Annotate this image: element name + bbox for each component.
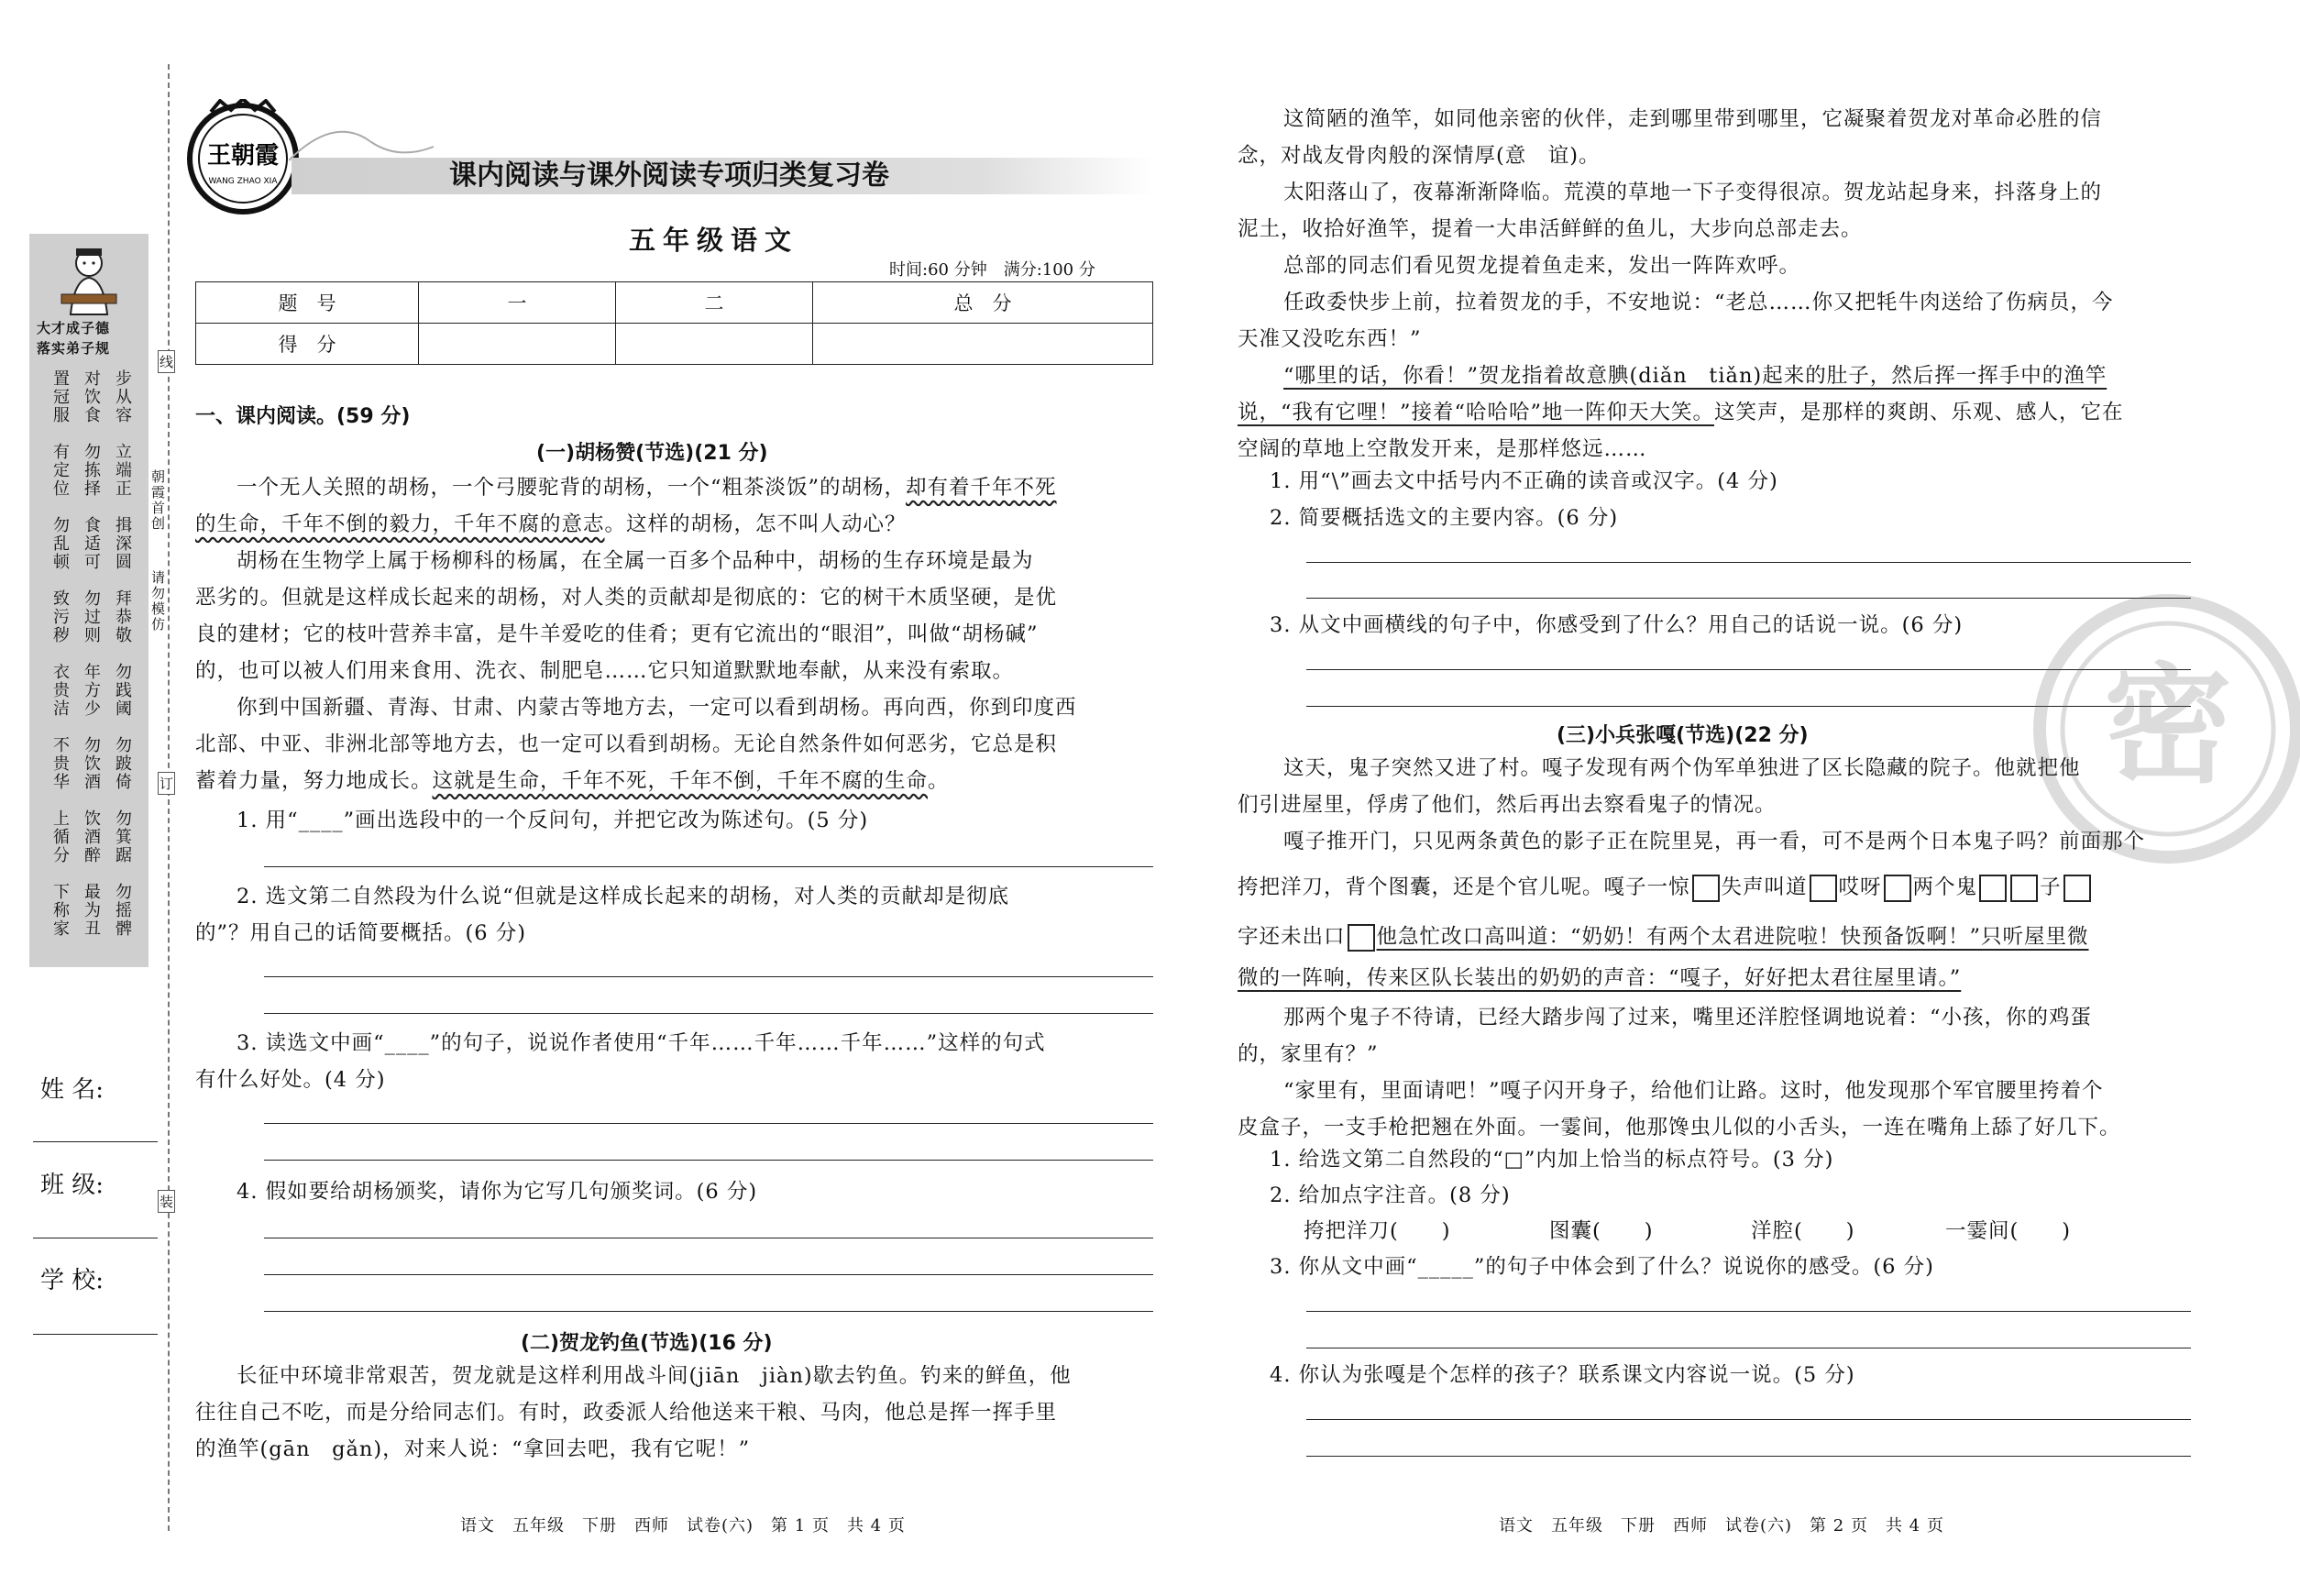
s3-paragraph-line: 皮盒子，一支手枪把翘在外面。一霎间，他那馋虫儿似的小舌头，一连在嘴角上舔了好几下。 — [1238, 1116, 2121, 1139]
brand-sub: WANG ZHAO XIA — [208, 177, 278, 186]
punctuation-box[interactable] — [1810, 875, 1837, 902]
sidebar-rule: 上循分 — [50, 809, 70, 864]
score-table-score-row — [196, 324, 1153, 365]
sidebar-rule: 勿拣择 — [82, 443, 101, 498]
score-cell-2[interactable] — [616, 324, 813, 365]
s1-paragraph-line: 蓄着力量，努力地成长。这就是生命，千年不死，千年不倒，千年不腐的生命。 — [195, 769, 950, 793]
school-label: 学 校: — [40, 1267, 105, 1294]
sidebar-rule: 致污秽 — [50, 589, 70, 644]
class-label: 班 级: — [40, 1172, 105, 1199]
sidebar-rule: 不贵华 — [50, 736, 70, 791]
sidebar-rule: 勿箕踞 — [113, 809, 132, 864]
s2-question-1: 1. 用“\”画去文中括号内不正确的读音或汉字。(4 分) — [1270, 469, 1778, 493]
sidebar-rule: 有定位 — [50, 443, 70, 498]
pinyin-item[interactable]: 图囊( ) — [1549, 1219, 1654, 1243]
score-cell-total[interactable] — [813, 324, 1153, 365]
s1-paragraph-line: 恶劣的。但就是这样成长起来的胡杨，对人类的贡献却是彻底的：它的树干木质坚硬，是优 — [195, 586, 1058, 610]
s3-paragraph-line: “家里有，里面请吧！”嘎子闪开身子，给他们让路。这时，他发现那个军官腰里挎着个 — [1283, 1079, 2104, 1103]
section3-title: (三)小兵张嘎(节选)(22 分) — [1557, 724, 1809, 747]
answer-line[interactable] — [1306, 1311, 2191, 1312]
sidebar-motto-2: 落实弟子规 — [37, 340, 111, 357]
sidebar-rule: 下称家 — [50, 883, 70, 938]
s3-paragraph-line: 这天，鬼子突然又进了村。嘎子发现有两个伪军单独进了区长隐藏的院子。他就把他 — [1283, 756, 2081, 780]
s1-paragraph-line: 北部、中亚、非洲北部等地方去，也一定可以看到胡杨。无论自然条件如何恶劣，它总是积 — [195, 732, 1058, 756]
answer-line[interactable] — [1306, 1419, 2191, 1420]
punctuation-box[interactable] — [1979, 875, 2007, 902]
answer-line[interactable] — [1306, 562, 2191, 563]
footer-right: 语文 五年级 下册 西师 试卷(六) 第 2 页 共 4 页 — [1499, 1516, 1944, 1535]
score-header-cell: 一 — [419, 282, 616, 324]
binding-mark-line: 线 — [158, 350, 175, 373]
sidebar-rule: 勿过则 — [82, 589, 101, 644]
confidential-stamp — [2030, 591, 2300, 866]
sidebar-rule: 勿乱顿 — [50, 516, 70, 571]
exam-title: 课内阅读与课外阅读专项归类复习卷 — [449, 160, 889, 192]
punctuation-box[interactable] — [2010, 875, 2038, 902]
school-line[interactable] — [33, 1334, 158, 1335]
subject-title: 五年级语文 — [629, 225, 799, 256]
s2-paragraph-line: 念，对战友骨肉般的深情厚(意 谊)。 — [1238, 144, 1601, 168]
s2-paragraph-line: 总部的同志们看见贺龙提着鱼走来，发出一阵阵欢呼。 — [1283, 254, 1801, 278]
s3-question-1: 1. 给选文第二自然段的“□”内加上恰当的标点符号。(3 分) — [1270, 1148, 1834, 1172]
s2-paragraph-line: 这简陋的渔竿，如同他亲密的伙伴，走到哪里带到哪里，它凝聚着贺龙对革命必胜的信 — [1283, 107, 2103, 131]
footer-left: 语文 五年级 下册 西师 试卷(六) 第 1 页 共 4 页 — [460, 1516, 906, 1535]
binding-mark-ding: 订 — [158, 772, 175, 795]
s1-question-3: 有什么好处。(4 分) — [195, 1068, 386, 1092]
answer-line[interactable] — [264, 1311, 1153, 1312]
sidebar-rule: 饮酒醉 — [82, 809, 101, 864]
s1-question-2: 的”？用自己的话简要概括。(6 分) — [195, 921, 527, 945]
brand-logo — [183, 99, 303, 218]
s2-paragraph-line: 往往自己不吃，而是分给同志们。有时，政委派人给他送来干粮、马肉，他总是挥一挥手里 — [195, 1401, 1058, 1425]
s3-question-4: 4. 你认为张嘎是个怎样的孩子？联系课文内容说一说。(5 分) — [1270, 1363, 1855, 1387]
stamp-text: 密 — [2103, 651, 2233, 801]
ribbon-decoration — [289, 110, 435, 165]
s3-paragraph-line: 微的一阵响，传来区队长装出的奶奶的声音：“嘎子，好好把太君往屋里请。” — [1238, 966, 1962, 990]
s1-question-2: 2. 选文第二自然段为什么说“但就是这样成长起来的胡杨，对人类的贡献却是彻底 — [237, 885, 1010, 908]
score-row-label: 得 分 — [196, 324, 419, 365]
s2-paragraph-line: 泥土，收拾好渔竿，提着一大串活鲜鲜的鱼儿，大步向总部走去。 — [1238, 217, 1863, 241]
s3-question-2: 2. 给加点字注音。(8 分) — [1270, 1183, 1511, 1207]
s3-paragraph-line: 嘎子推开门，只见两条黄色的影子正在院里晃，再一看，可不是两个日本鬼子吗？前面那个 — [1283, 830, 2146, 853]
score-table — [195, 281, 1153, 365]
s1-paragraph-line: 的，也可以被人们用来食用、洗衣、制肥皂……它只知道默默地奉献，从来没有索取。 — [195, 659, 1015, 683]
s3-paragraph-line: 们引进屋里，俘虏了他们，然后再出去察看鬼子的情况。 — [1238, 793, 1777, 817]
score-table-header-row — [196, 282, 1153, 324]
score-cell-1[interactable] — [419, 324, 616, 365]
answer-line[interactable] — [264, 1274, 1153, 1275]
sidebar-rule: 揖深圆 — [113, 516, 132, 571]
section1-title: (一)胡杨赞(节选)(21 分) — [536, 442, 768, 465]
s1-question-3: 3. 读选文中画“____”的句子，说说作者使用“千年……千年……千年……”这样的句式 — [237, 1031, 1046, 1055]
binding-line — [168, 64, 170, 1531]
pinyin-item[interactable]: 一霎间( ) — [1945, 1219, 2072, 1243]
pinyin-item[interactable]: 挎把洋刀( ) — [1304, 1219, 1451, 1243]
sidebar-rule: 拜恭敬 — [113, 589, 132, 644]
answer-line[interactable] — [264, 866, 1153, 867]
sidebar-rule: 勿摇髀 — [113, 883, 132, 938]
sidebar-rule: 勿践阈 — [113, 663, 132, 718]
sidebar-rule: 勿跛倚 — [113, 736, 132, 791]
part1-heading: 一、课内阅读。(59 分) — [195, 405, 411, 428]
s1-question-4: 4. 假如要给胡杨颁奖，请你为它写几句颁奖词。(6 分) — [237, 1180, 758, 1204]
s2-paragraph-line: 说，“我有它哩！”接着“哈哈哈”地一阵仰天大笑。这笑声，是那样的爽朗、乐观、感人，它在 — [1238, 401, 2124, 424]
s2-question-2: 2. 简要概括选文的主要内容。(6 分) — [1270, 506, 1619, 530]
s2-question-3: 3. 从文中画横线的句子中，你感受到了什么？用自己的话说一说。(6 分) — [1270, 613, 1964, 637]
s3-paragraph-line: 那两个鬼子不待请，已经大踏步闯了过来，嘴里还洋腔怪调地说着：“小孩，你的鸡蛋 — [1283, 1006, 2093, 1029]
s2-paragraph-line: 空阔的草地上空散发开来，是那样悠远…… — [1238, 437, 1647, 461]
answer-line[interactable] — [264, 1123, 1153, 1124]
score-header-cell: 总 分 — [813, 282, 1153, 324]
s2-paragraph-line: 任政委快步上前，拉着贺龙的手，不安地说：“老总……你又把牦牛肉送给了伤病员，今 — [1283, 291, 2114, 314]
s1-paragraph-line: 的生命，千年不倒的毅力，千年不腐的意志。这样的胡杨，怎不叫人动心？ — [195, 512, 907, 536]
s2-paragraph-line: 太阳落山了，夜幕渐渐降临。荒漠的草地一下子变得很凉。贺龙站起身来，抖落身上的 — [1283, 181, 2103, 204]
sidebar-motto-1: 大才成子德 — [37, 320, 111, 336]
sidebar-rule: 置冠服 — [50, 369, 70, 424]
s2-paragraph-line: “哪里的话，你看！”贺龙指着故意腆(diǎn tiǎn)起来的肚子，然后挥一挥手中的渔竿 — [1283, 364, 2107, 388]
s1-paragraph-line: 良的建材；它的枝叶营养丰富，是牛羊爱吃的佳肴；更有它流出的“眼泪”，叫做“胡杨碱” — [195, 622, 1039, 646]
answer-line[interactable] — [264, 1013, 1153, 1014]
sidebar-rule: 最为丑 — [82, 883, 101, 938]
score-header-cell: 题 号 — [196, 282, 419, 324]
sidebar-rule: 对饮食 — [82, 369, 101, 424]
s1-paragraph-line: 一个无人关照的胡杨，一个弓腰驼背的胡杨，一个“粗茶淡饭”的胡杨，却有着千年不死 — [237, 476, 1057, 500]
time-info: 时间:60 分钟 满分:100 分 — [889, 260, 1095, 280]
side-note-2: 请勿模仿 — [149, 570, 166, 633]
punctuation-box[interactable] — [1884, 875, 1911, 902]
section2-title: (二)贺龙钓鱼(节选)(16 分) — [521, 1332, 773, 1355]
sidebar-rule: 食适可 — [82, 516, 101, 571]
s3-paragraph-line: 挎把洋刀，背个图囊，还是个官儿呢。嘎子一惊 失声叫道 哎呀 两个鬼 子 — [1238, 869, 2093, 906]
s3-paragraph-line: 的，家里有？” — [1238, 1042, 1379, 1066]
s2-paragraph-line: 长征中环境非常艰苦，贺龙就是这样利用战斗间(jiān jiàn)歇去钓鱼。钓来的鲜鱼，他 — [237, 1364, 1072, 1388]
sidebar-rule: 勿饮酒 — [82, 736, 101, 791]
punctuation-box[interactable] — [1348, 924, 1375, 952]
s1-paragraph-line: 你到中国新疆、青海、甘肃、内蒙古等地方去，一定可以看到胡杨。再向西，你到印度西 — [237, 696, 1077, 720]
sidebar-rule: 衣贵洁 — [50, 663, 70, 718]
brand-name: 王朝霞 — [206, 142, 280, 170]
sidebar-rule: 立端正 — [113, 443, 132, 498]
sidebar-rule: 步从容 — [113, 369, 132, 424]
s1-question-1: 1. 用“____”画出选段中的一个反问句，并把它改为陈述句。(5 分) — [237, 809, 869, 832]
side-note-1: 朝霞首创 — [149, 469, 166, 532]
punctuation-box[interactable] — [1692, 875, 1720, 902]
s2-paragraph-line: 天准又没吃东西！” — [1238, 327, 1422, 351]
scholar-figure-icon — [52, 243, 126, 316]
answer-line[interactable] — [264, 976, 1153, 977]
name-label: 姓 名: — [40, 1076, 105, 1104]
s2-paragraph-line: 的渔竿(gān gǎn)，对来人说：“拿回去吧，我有它呢！” — [195, 1437, 751, 1461]
s3-paragraph-line: 字还未出口 他急忙改口高叫道：“奶奶！有两个太君进院啦！快预备饭啊！”只听屋里微 — [1238, 919, 2089, 955]
punctuation-box[interactable] — [2063, 875, 2091, 902]
score-header-cell: 二 — [616, 282, 813, 324]
name-line[interactable] — [33, 1141, 158, 1142]
sidebar-panel — [29, 234, 149, 967]
s1-paragraph-line: 胡杨在生物学上属于杨柳科的杨属，在全属一百多个品种中，胡杨的生存环境是最为 — [237, 549, 1034, 573]
answer-line[interactable] — [264, 1160, 1153, 1161]
answer-line[interactable] — [1306, 1456, 2191, 1457]
s3-question-3: 3. 你从文中画“_____”的句子中体会到了什么？说说你的感受。(6 分) — [1270, 1255, 1934, 1279]
sidebar-rule: 年方少 — [82, 663, 101, 718]
binding-mark-zhuang: 装 — [158, 1190, 175, 1213]
pinyin-item[interactable]: 洋腔( ) — [1751, 1219, 1855, 1243]
